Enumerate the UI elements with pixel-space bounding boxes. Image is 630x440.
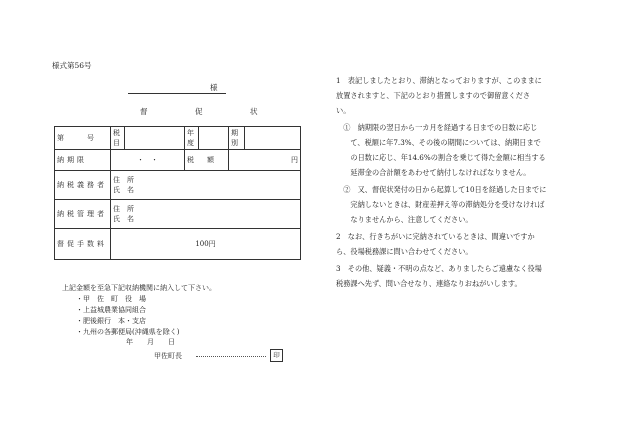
signature-dots <box>196 356 266 357</box>
due-date-label: 納期限 <box>55 150 111 171</box>
addressee-line <box>128 93 226 94</box>
notice-table <box>54 126 301 260</box>
number-label-cell: 第 号 <box>55 127 111 150</box>
right-text-line: 3 その他、疑義・不明の点など、ありましたらご遠慮なく役場 <box>336 264 542 273</box>
tax-amount-label: 税 額 <box>185 150 229 171</box>
address-label: 住 所 <box>113 176 134 184</box>
right-text-line: ② 又、督促状発付の日から起算して10日を経過した日までに <box>336 185 547 194</box>
destination-item: ・九州の各郵便局(沖縄県を除く) <box>76 328 180 336</box>
tax-item-label: 税目 <box>111 127 125 150</box>
issuer-name: 甲佐町長 <box>154 352 182 360</box>
seal-box: 印 <box>270 349 283 362</box>
taxpayer-info <box>111 171 301 200</box>
right-text-line: て、税額に年7.3%、その後の期間については、納期日まで <box>336 138 541 147</box>
period-label: 期別 <box>229 127 245 150</box>
period-value <box>245 127 301 150</box>
tax-item-value <box>125 127 185 150</box>
right-text-line: 放置されますと、下記のとおり措置しますので御留意くださ <box>336 91 531 100</box>
form-number: 様式第56号 <box>52 61 92 70</box>
right-text-line: 1 表記しましたとおり、滞納となっておりますが、このままに <box>336 76 542 85</box>
address-label: 住 所 <box>113 205 134 213</box>
right-text-line: ① 納期限の翌日から一カ月を経過する日までの日数に応じ <box>336 123 538 132</box>
destination-item: ・甲 佐 町 役 場 <box>76 295 146 303</box>
name-label: 氏 名 <box>113 215 134 223</box>
right-text-line: ら、役場税務課に問い合わせてください。 <box>336 247 473 256</box>
right-text-line: 延滞金の合計額をあわせて納付しなければなりません。 <box>336 168 531 177</box>
right-text-line: 2 なお、行きちがいに完納されているときは、間違いですか <box>336 232 535 241</box>
payment-instructions: 上記金額を至急下記収納機関に納入して下さい。 <box>62 284 216 292</box>
right-text-line: 税務課へ先ず、問い合せなり、連絡なりおねがいします。 <box>336 279 522 288</box>
issue-date: 年 月 日 <box>126 338 175 346</box>
taxpayer-label: 納税義務者 <box>55 171 111 200</box>
right-text-line: 完納しないときは、財産差押え等の滞納処分を受けなければ <box>336 200 545 209</box>
manager-label: 納税管理者 <box>55 200 111 229</box>
right-text-line: の日数に応じ、年14.6%の割合を乗じて得た金額に相当する <box>336 153 546 162</box>
right-text-line: い。 <box>336 106 351 115</box>
name-label: 氏 名 <box>113 186 134 194</box>
tax-amount-value: 円 <box>229 150 301 171</box>
fiscal-year-value <box>199 127 229 150</box>
destination-item: ・上益城農業協同組合 <box>76 306 146 314</box>
document-title: 督 促 状 <box>140 107 278 116</box>
honorific: 様 <box>210 83 218 92</box>
fiscal-year-label: 年度 <box>185 127 199 150</box>
fee-value: 100円 <box>111 229 301 260</box>
due-date-value: ・ ・ <box>111 150 185 171</box>
destination-item: ・肥後銀行 本・支店 <box>76 317 146 325</box>
fee-label: 督促手数料 <box>55 229 111 260</box>
right-text-line: なりませんから、注意してください。 <box>336 215 473 224</box>
manager-info <box>111 200 301 229</box>
